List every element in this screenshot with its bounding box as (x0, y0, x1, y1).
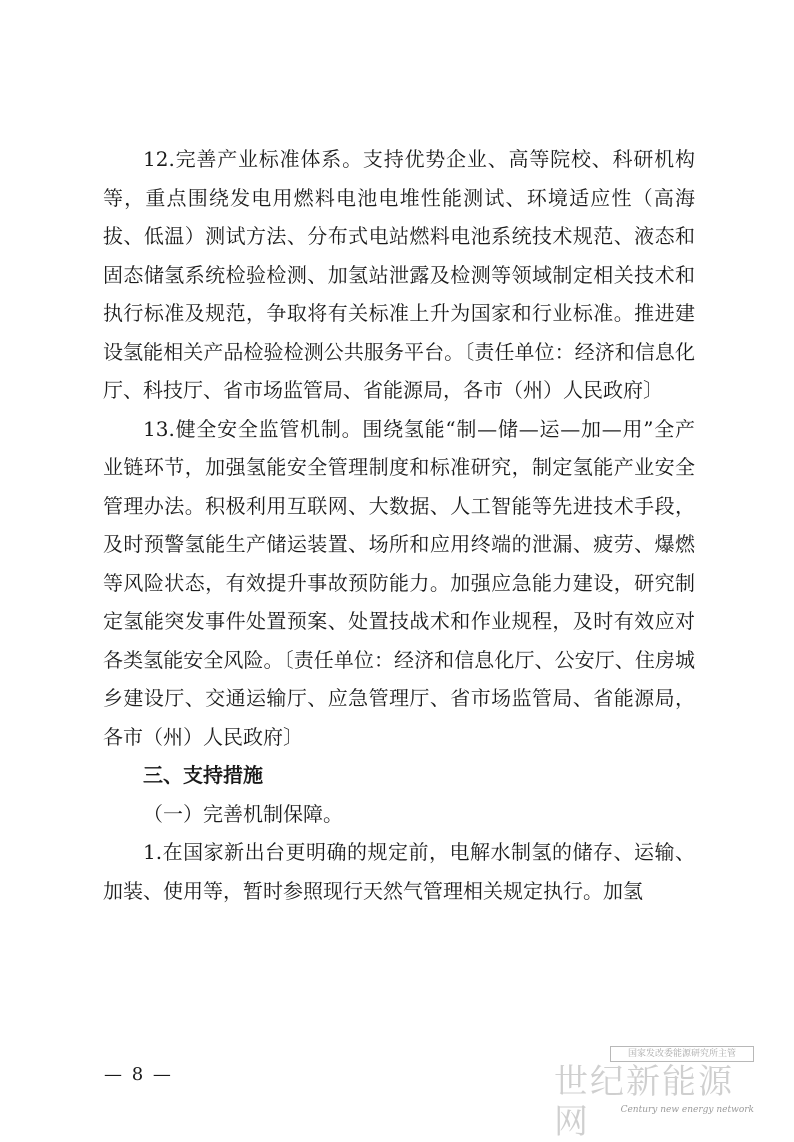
watermark-logo (554, 1046, 754, 1142)
document-body (103, 140, 695, 910)
subheading-mechanism-guarantee: （一）完善机制保障。 (143, 801, 343, 826)
watermark-name: 世纪新能源网 (554, 1062, 734, 1142)
paragraph-safety-supervision: 13.健全安全监管机制。围绕氢能“制—储—运—加—用”全产业链环节，加强氢能安全管理制度和标准研究，制定氢能产业安全管理办法。积极利用互联网、大数据、人工智能等先进技术手段，及时预警氢能生产储运装置、场所和应用终端的泄漏、疲劳、爆燃等风险状态，有效提升事故预防能力。加强应急能力建设，研究制定氢能突发事件处置预案、处置技战术和作业规程，及时有效应对各类氢能安全风险。〔责任单位：经济和信息化厅、公安厅、住房城乡建设厅、交通运输厅、应急管理厅、省市场监管局、省能源局，各市（州）人民政府〕 (103, 416, 695, 749)
section-heading-support-measures: 三、支持措施 (143, 763, 263, 787)
paragraph-standards-system: 12.完善产业标准体系。支持优势企业、高等院校、科研机构等，重点围绕发电用燃料电池电堆性能测试、环境适应性（高海拔、低温）测试方法、分布式电站燃料电池系统技术规范、液态和固态储氢系统检验检测、加氢站泄露及检测等领域制定相关技术和执行标准及规范，争取将有关标准上升为国家和行业标准。推进建设氢能相关产品检验检测公共服务平台。〔责任单位：经济和信息化厅、科技厅、省市场监管局、省能源局，各市（州）人民政府〕 (103, 147, 695, 402)
watermark-tagline: 国家发改委能源研究所主管 (610, 1046, 754, 1062)
watermark-english: Century new energy network (620, 1105, 754, 1115)
page-number: — 8 — (104, 1064, 173, 1085)
paragraph-electrolysis-hydrogen: 1.在国家新出台更明确的规定前，电解水制氢的储存、运输、加装、使用等，暂时参照现行天然气管理相关规定执行。加氢 (103, 840, 695, 903)
